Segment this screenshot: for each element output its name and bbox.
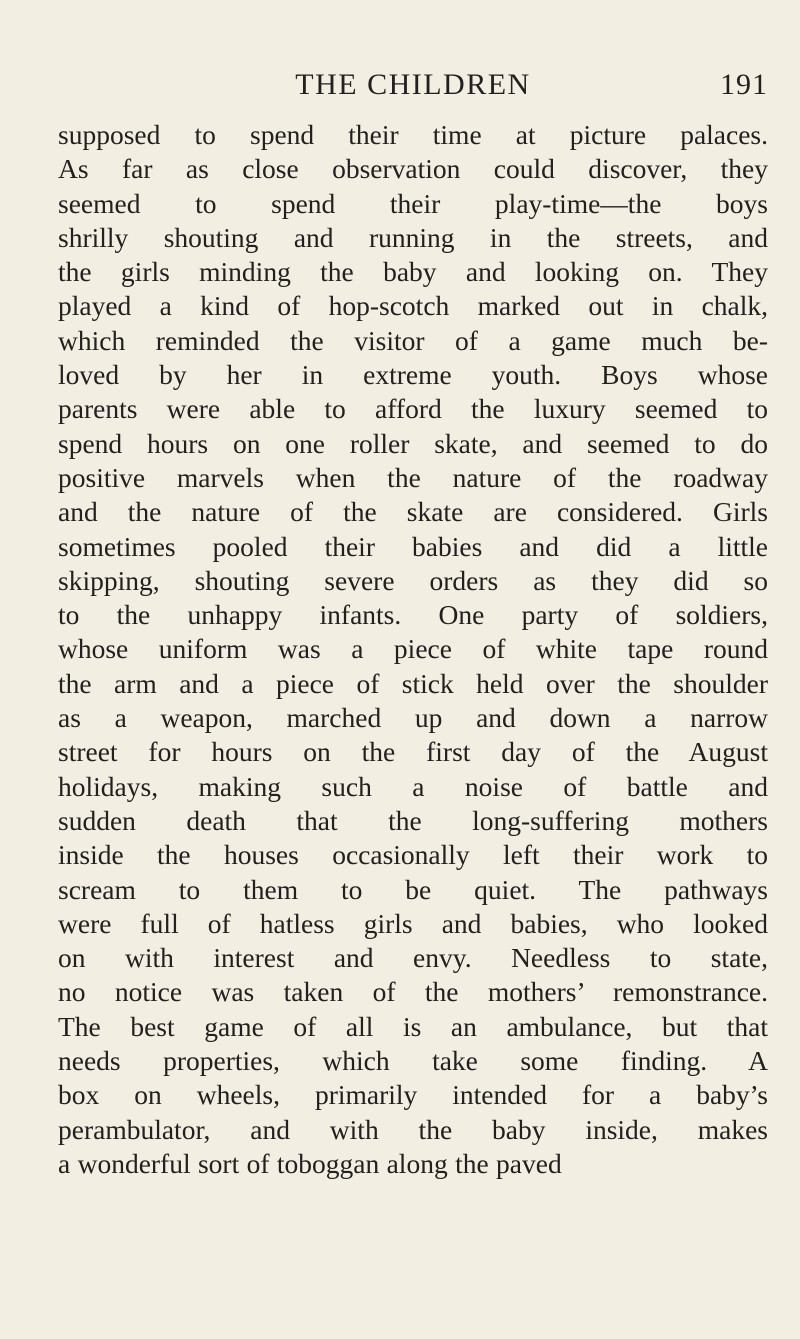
text-line: supposed to spend their time at picture palaces. [58,119,768,150]
text-line: sometimes pooled their babies and did a little [58,530,768,562]
text-line: to the unhappy infants. One party of soldiers, [58,599,768,631]
text-line: perambulator, and with the baby inside, makes [58,1113,768,1145]
text-line: which reminded the visitor of a game much be- [58,324,768,356]
text-line: skipping, shouting severe orders as they did so [58,564,768,596]
running-head [58,62,768,108]
text-line: the girls minding the baby and looking on. They [58,256,768,288]
text-line: inside the houses occasionally left their work to [58,839,768,871]
text-line: whose uniform was a piece of white tape round [58,633,768,665]
text-line: The best game of all is an ambulance, but that [58,1010,768,1042]
text-line: no notice was taken of the mothers’ remonstrance. [58,976,768,1008]
text-line: street for hours on the first day of the August [58,736,768,768]
text-line: a wonderful sort of toboggan along the paved [58,1147,562,1179]
text-line: on with interest and envy. Needless to state, [58,942,768,974]
text-line: positive marvels when the nature of the roadway [58,461,768,493]
text-line: sudden death that the long-suffering mothers [58,804,768,836]
text-line: needs properties, which take some finding. A [58,1045,768,1077]
chapter-title: THE CHILDREN [295,68,531,101]
text-line: and the nature of the skate are considered. Girls [58,496,768,528]
text-line: shrilly shouting and running in the streets, and [58,221,768,253]
text-line: were full of hatless girls and babies, who looked [58,907,768,939]
text-line: As far as close observation could discover, they [58,153,768,185]
page-number: 191 [720,68,768,101]
text-line: parents were able to afford the luxury seemed to [58,393,768,425]
text-line: box on wheels, primarily intended for a baby’s [58,1079,768,1111]
text-line: played a kind of hop-scotch marked out in chalk, [58,290,768,322]
text-line: scream to them to be quiet. The pathways [58,873,768,905]
text-line: spend hours on one roller skate, and seemed to do [58,427,768,459]
body-text [58,118,768,1181]
text-line: loved by her in extreme youth. Boys whose [58,359,768,391]
text-line: seemed to spend their play-time—the boys [58,187,768,219]
text-line: the arm and a piece of stick held over the shoulder [58,667,768,699]
text-line: as a weapon, marched up and down a narrow [58,702,768,734]
text-line: holidays, making such a noise of battle and [58,770,768,802]
